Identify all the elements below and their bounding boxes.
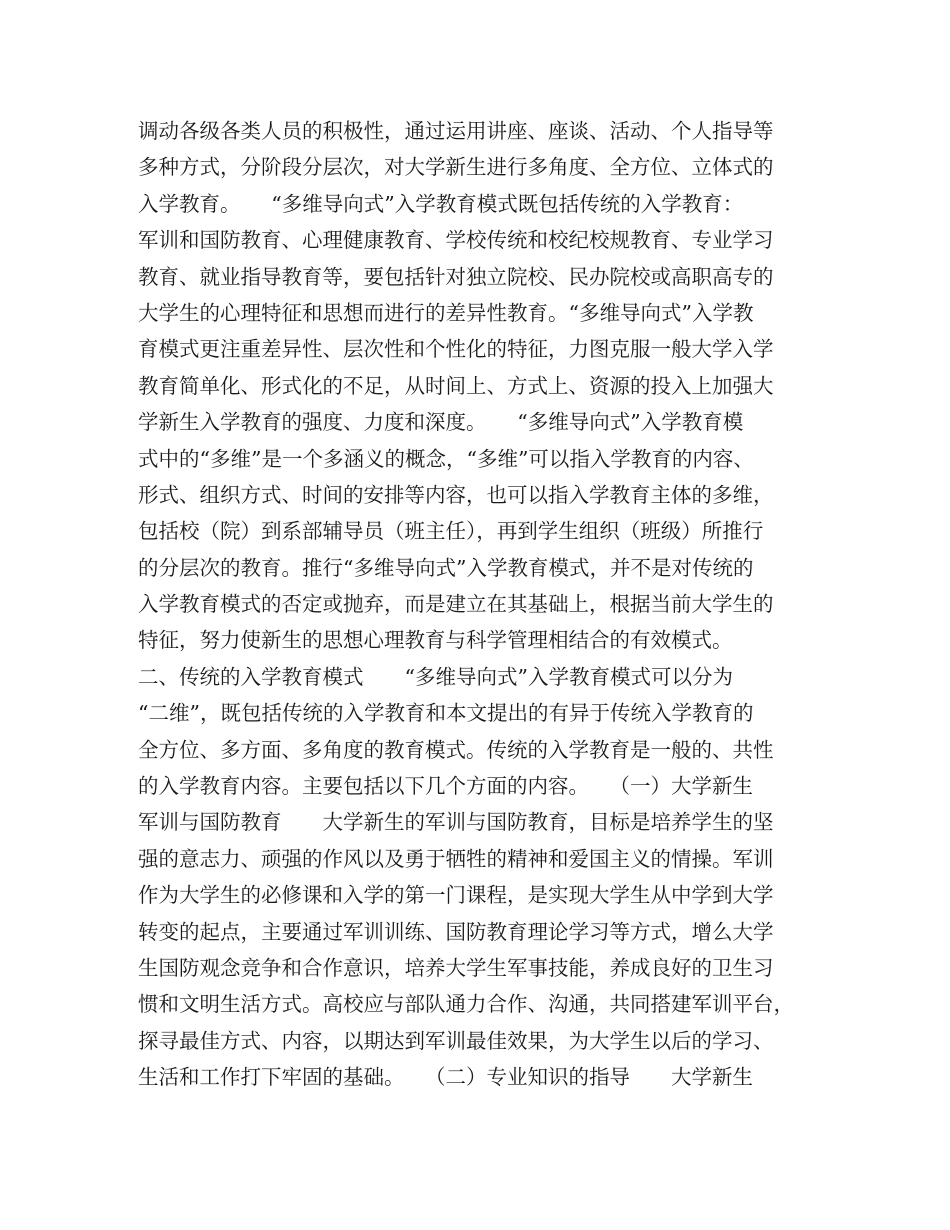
text-line: 教育、就业指导教育等，要包括针对独立院校、民办院校或高职高专的 — [138, 264, 774, 289]
text-line: 多种方式，分阶段分层次，对大学新生进行多角度、全方位、立体式的 — [138, 155, 774, 180]
text-line: 军训和国防教育、心理健康教育、学校传统和校纪校规教育、专业学习 — [138, 228, 774, 253]
text-line: 入学教育。 “多维导向式”入学教育模式既包括传统的入学教育： — [138, 191, 744, 216]
text-line: 式中的“多维”是一个多涵义的概念，“多维”可以指入学教育的内容、 — [138, 446, 754, 471]
text-line: 二、传统的入学教育模式 “多维导向式”入学教育模式可以分为 — [138, 664, 733, 689]
text-line: 特征，努力使新生的思想心理教育与科学管理相结合的有效模式。 — [138, 628, 733, 653]
text-line: 生国防观念竞争和合作意识，培养大学生军事技能，养成良好的卫生习 — [138, 955, 774, 980]
text-line: 形式、组织方式、时间的安排等内容，也可以指入学教育主体的多维， — [138, 482, 774, 507]
text-line: 的入学教育内容。主要包括以下几个方面的内容。 （一）大学新生 — [138, 774, 753, 799]
text-line: 转变的起点，主要通过军训训练、国防教育理论学习等方式，增么大学 — [138, 919, 774, 944]
text-line: 教育简单化、形式化的不足，从时间上、方式上、资源的投入上加强大 — [138, 373, 774, 398]
text-line: 大学生的心理特征和思想而进行的差异性教育。“多维导向式”入学教 — [138, 300, 754, 325]
text-line: 调动各级各类人员的积极性，通过运用讲座、座谈、活动、个人指导等 — [138, 119, 774, 143]
text-line: 生活和工作打下牢固的基础。 （二）专业知识的指导 大学新生 — [138, 1065, 753, 1090]
text-line: “二维”，既包括传统的入学教育和本文提出的有异于传统入学教育的 — [138, 701, 754, 726]
text-line: 作为大学生的必修课和入学的第一门课程，是实现大学生从中学到大学 — [138, 883, 774, 908]
text-line: 军训与国防教育 大学新生的军训与国防教育，目标是培养学生的坚 — [138, 810, 774, 835]
text-line: 探寻最佳方式、内容，以期达到军训最佳效果，为大学生以后的学习、 — [138, 1028, 774, 1053]
text-line: 的分层次的教育。推行“多维导向式”入学教育模式，并不是对传统的 — [138, 555, 754, 580]
text-line: 入学教育模式的否定或抛弃，而是建立在其基础上，根据当前大学生的 — [138, 592, 774, 617]
text-line: 强的意志力、顽强的作风以及勇于牺牲的精神和爱国主义的情操。军训 — [138, 846, 774, 871]
text-line: 包括校（院）到系部辅导员（班主任），再到学生组织（班级）所推行 — [138, 519, 764, 544]
body-text — [138, 113, 828, 1096]
text-line: 育模式更注重差异性、层次性和个性化的特征，力图克服一般大学入学 — [138, 337, 774, 362]
text-line: 惯和文明生活方式。高校应与部队通力合作、沟通，共同搭建军训平台， — [138, 992, 794, 1017]
text-line: 全方位、多方面、多角度的教育模式。传统的入学教育是一般的、共性 — [138, 737, 774, 762]
text-line: 学新生入学教育的强度、力度和深度。 “多维导向式”入学教育模 — [138, 410, 744, 435]
